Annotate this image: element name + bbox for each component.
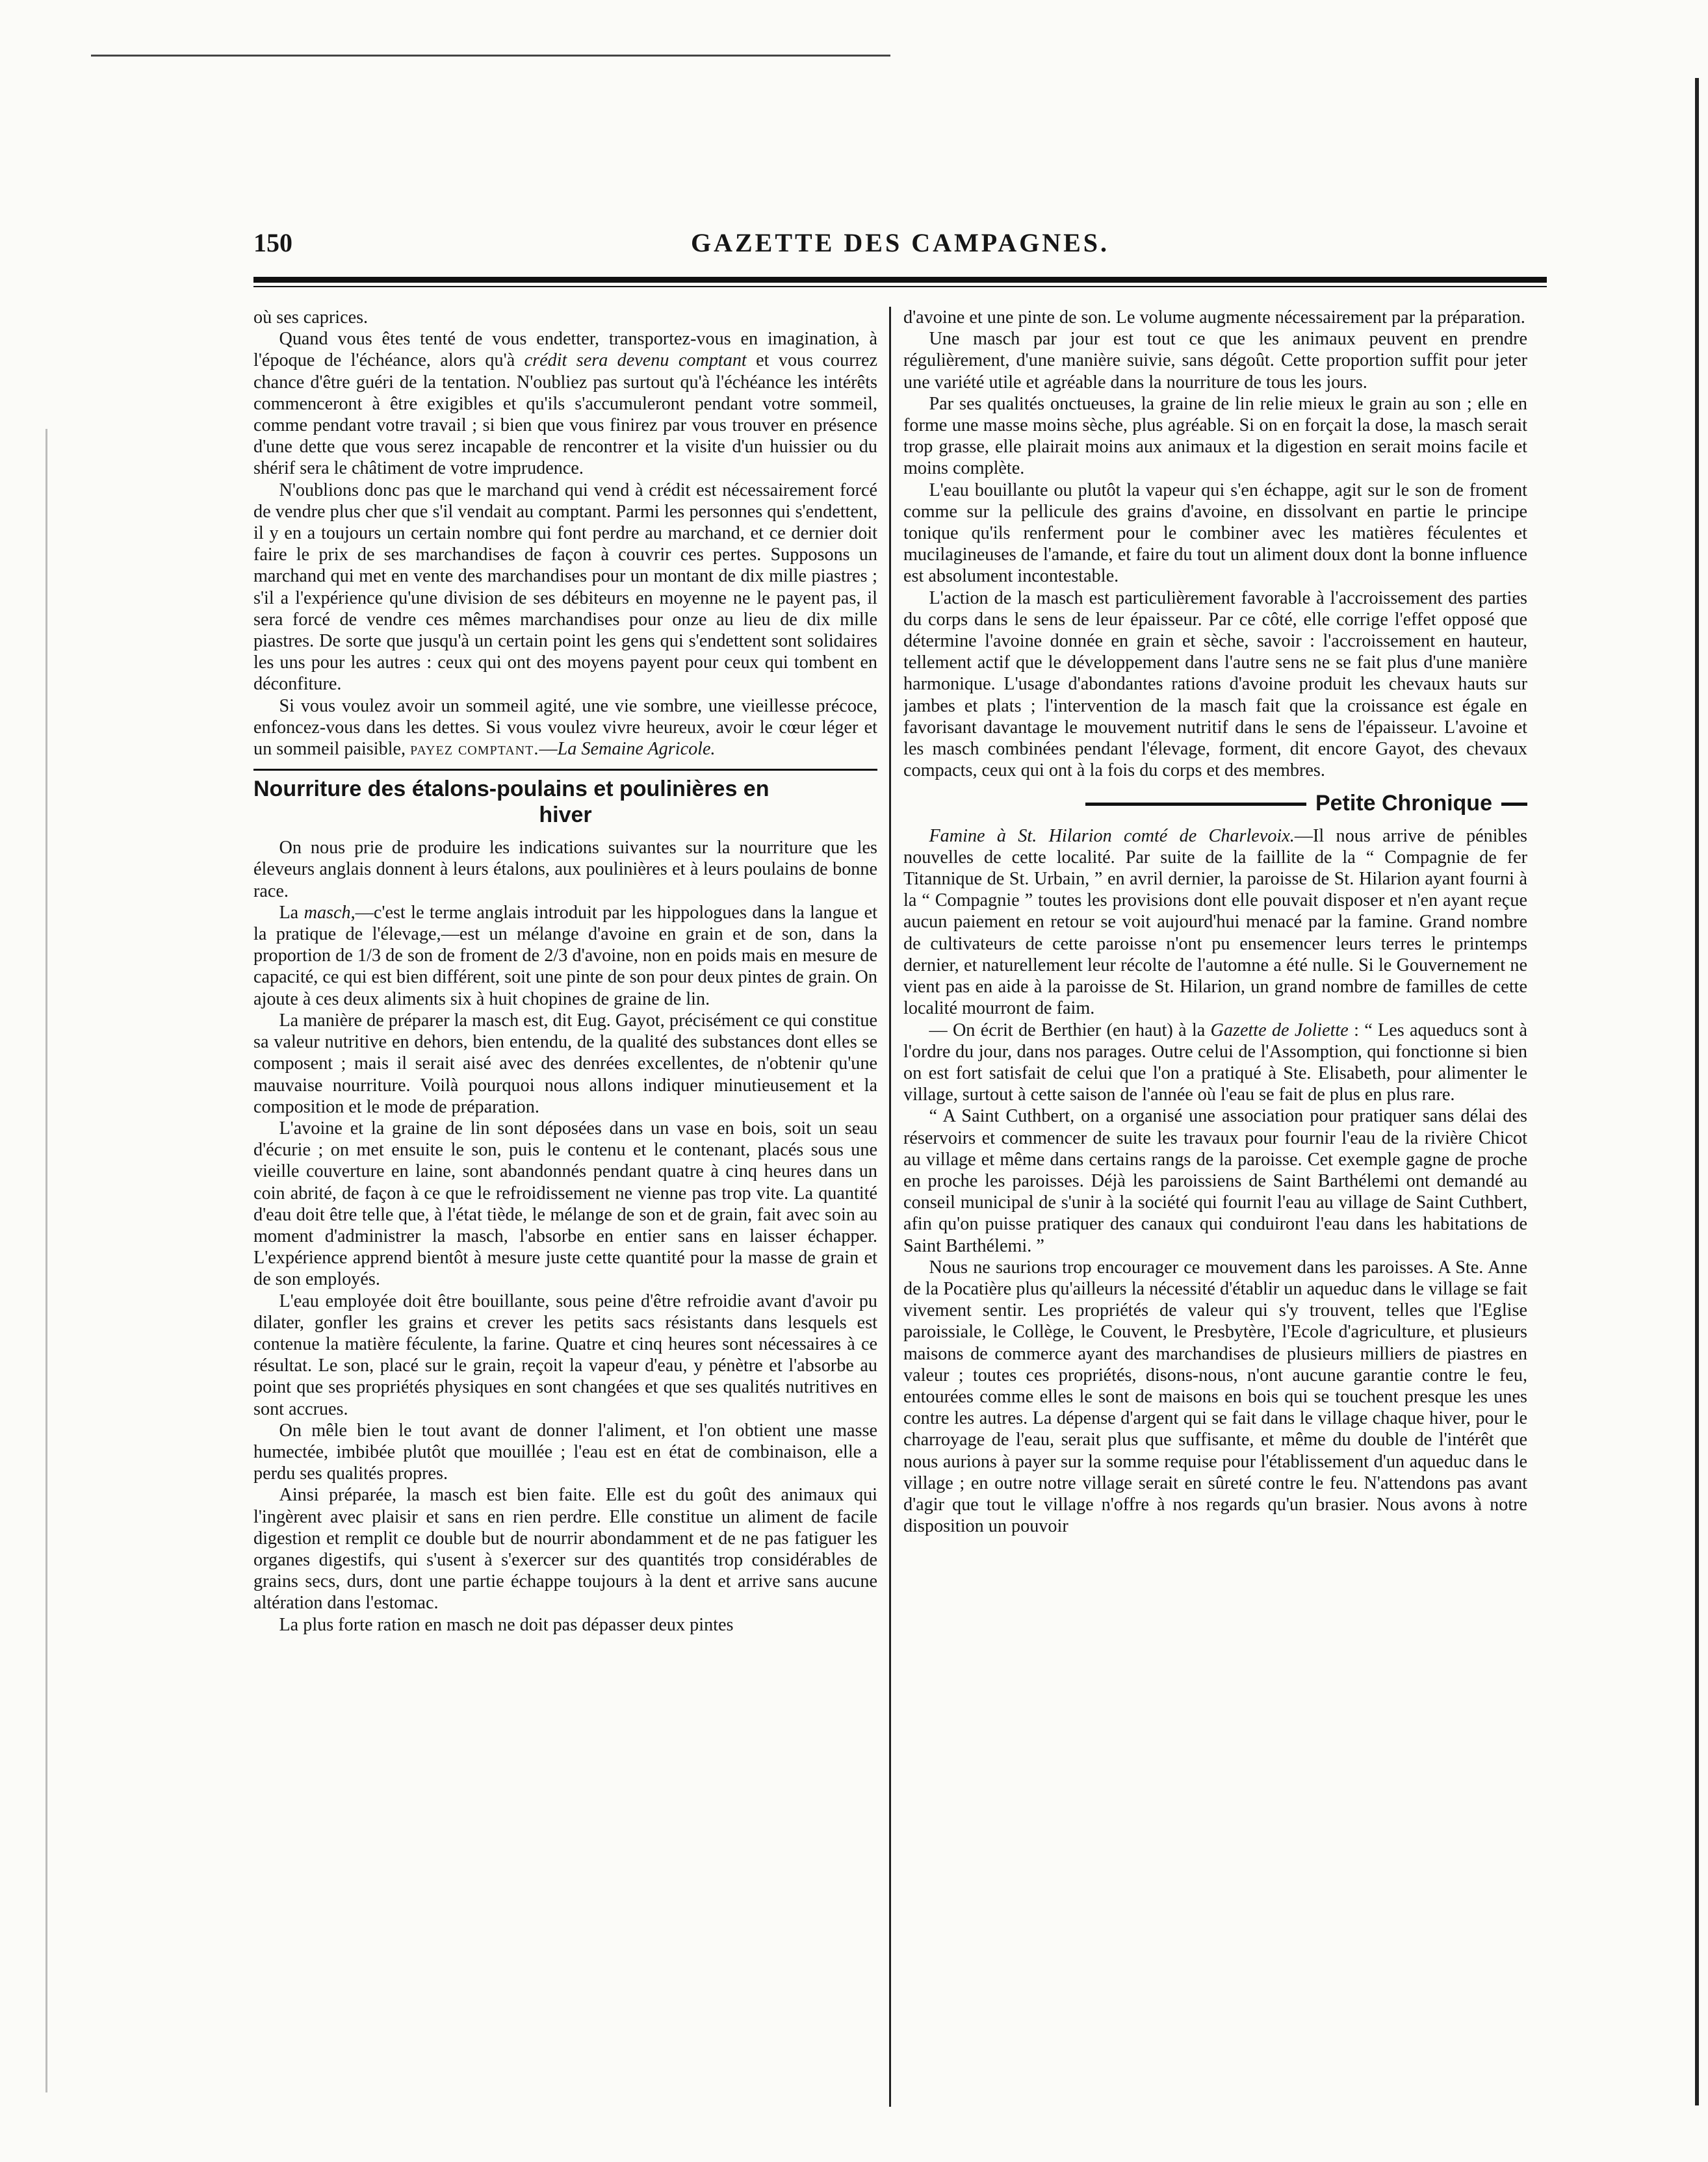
section-title-text: Petite Chronique bbox=[1315, 791, 1492, 816]
top-margin-rule bbox=[91, 55, 890, 57]
running-title: GAZETTE DES CAMPAGNES. bbox=[690, 228, 1109, 257]
section-title-nourriture: Nourriture des étalons-poulains et poulinières en hiver bbox=[253, 769, 877, 828]
article-paragraph: Par ses qualités onctueuses, la graine de lin relie mieux le grain au son ; elle en forme une masse moins sèche, plus agréable. Si on en forçait la dose, la masch serait trop grasse, elle plairait moins aux animaux et la digestion en serait moins facile et moins complète. bbox=[903, 393, 1527, 479]
article-paragraph: La masch,—c'est le terme anglais introduit par les hippologues dans la langue et la pratique de l'élevage,—est un mélange d'avoine en grain et de son, dans la proportion de 1/3 de son de froment de 2/3 d'avoine, non en poids mais en mesure de capacité, ce qui est bien différent, soit une pinte de son pour deux pintes de grain. On ajoute à ces deux aliments six à huit chopines de graine de lin. bbox=[253, 902, 877, 1009]
article-paragraph: N'oublions donc pas que le marchand qui vend à crédit est nécessairement forcé de vendre plus cher que s'il vendait au comptant. Parmi les personnes qui s'endettent, il y en a toujours un certain nombre qui font perdre au marchand, et ce dernier doit faire le prix de ses marchandises de façon à couvrir ces pertes. Supposons un marchand qui met en vente des marchandises pour un montant de dix mille piastres ; s'il a l'expérience qu'une division de ses débiteurs en moyenne ne le payent pas, il sera forcé de vendre ces mêmes marchandises pour onze au lieu de dix mille piastres. De sorte que jusqu'à un certain point les gens qui s'endettent sont solidaires les uns pour les autres : ceux qui ont des moyens payent pour ceux qui tombent en déconfiture. bbox=[253, 480, 877, 695]
article-paragraph: Si vous voulez avoir un sommeil agité, une vie sombre, une vieillesse précoce, enfoncez-vous dans les dettes. Si vous voulez vivre heureux, avoir le cœur léger et un sommeil paisible, payez comptant.—La Semaine Agricole. bbox=[253, 695, 877, 760]
right-column bbox=[903, 307, 1527, 2107]
section-title-petite-chronique bbox=[903, 793, 1527, 814]
newspaper-page bbox=[253, 227, 1547, 2105]
title-rule-left bbox=[1085, 803, 1306, 806]
article-paragraph: La manière de préparer la masch est, dit Eug. Gayot, précisément ce qui constitue sa valeur nutritive en dehors, bien entendu, de la qualité des substances dont elles se composent ; mais il serait aisé avec des denrées excellentes, de n'obtenir qu'une mauvaise nourriture. Voilà pourquoi nous allons indiquer minutieusement et la composition et le mode de préparation. bbox=[253, 1010, 877, 1117]
page-header bbox=[253, 227, 1547, 266]
chronicle-paragraph: Famine à St. Hilarion comté de Charlevoix.—Il nous arrive de pénibles nouvelles de cette localité. Par suite de la faillite de la “ Compagnie de fer Titannique de St. Urbain, ” en avril dernier, la paroisse de St. Hilarion ayant fourni à la “ Compagnie ” toutes les provisions dont elle pouvait disposer et n'en ayant reçue aucun paiement en retour se voit aujourd'hui menacé par la famine. Grand nombre de cultivateurs de cette paroisse n'ont pu ensemencer leurs terres le printemps dernier, et naturellement leur récolte de l'automne a été nulle. Si le Gouvernement ne vient pas en aide à la paroisse de St. Hilarion, un grand nombre de familles de cette localité mourront de faim. bbox=[903, 825, 1527, 1019]
header-rule-thin bbox=[253, 286, 1547, 287]
chronicle-paragraph: Nous ne saurions trop encourager ce mouvement dans les paroisses. A Ste. Anne de la Pocatière plus qu'ailleurs la nécessité d'établir un aqueduc dans le village se fait vivement sentir. Les propriétés de valeur qui s'y trouvent, telles que l'Eglise paroissiale, le Collège, le Couvent, le Presbytère, l'Ecole d'agriculture, et plusieurs maisons de commerce ayant des marchandises de plusieurs milliers de piastres en valeur ; toutes ces propriétés, disons-nous, n'ont aucune garantie contre le feu, entourées comme elles le sont de maisons en bois qui se touchent presque les unes contre les autres. La dépense d'argent qui se fait dans le village chaque hiver, pour le charroyage de l'eau, serait plus que suffisante, et même du double de l'intérêt que nous aurions à payer sur la somme requise pour l'établissement d'un aqueduc dans le village ; en outre notre village serait en sûreté contre le feu. N'attendons pas avant d'agir que tout le village n'offre à nos regards qu'un brasier. Nous avons à notre disposition un pouvoir bbox=[903, 1257, 1527, 1537]
chronicle-paragraph: — On écrit de Berthier (en haut) à la Gazette de Joliette : “ Les aqueducs sont à l'ordre du jour, dans nos parages. Outre celui de l'Assomption, qui fonctionne si bien on est fort satisfait de celui que l'on a pratiqué à Ste. Elisabeth, pour alimenter le village, surtout à cette saison de l'année où l'eau se fait de plus en plus rare. bbox=[903, 1020, 1527, 1105]
article-paragraph: où ses caprices. bbox=[253, 307, 369, 328]
article-paragraph: Une masch par jour est tout ce que les animaux peuvent en prendre régulièrement, d'une manière suivie, sans dégoût. Cette proportion suffit pour jeter une variété utile et agréable dans la nourriture de tous les jours. bbox=[903, 329, 1527, 393]
chronicle-paragraph: “ A Saint Cuthbert, on a organisé une association pour pratiquer sans délai des réservoirs et commencer de suite les travaux pour fournir l'eau de la rivière Chicot au village et même dans certains rangs de la paroisse. Cet exemple gagne de proche en proche les paroisses. Déjà les paroissiens de Saint Barthélemi ont demandé au conseil municipal de s'unir à la société qui fournit l'eau au village de Saint Cuthbert, afin qu'on puisse pratiquer des canaux qui conduiront l'eau dans les habitations de Saint Barthélemi. ” bbox=[903, 1106, 1527, 1256]
article-paragraph: L'action de la masch est particulièrement favorable à l'accroissement des parties du corps dans le sens de leur épaisseur. Par ce côté, elle corrige l'effet opposé que détermine l'avoine donnée en grain et sèche, savoir : l'accroissement en hauteur, tellement actif que le développement dans l'autre sens ne se fait plus d'une manière harmonique. L'usage d'abondantes rations d'avoine produit les chevaux hauts sur jambes et plats ; l'intervention de la masch fait que la croissance est égale en favorisant davantage le mouvement nutritif dans le sens de l'épaisseur. L'avoine et les masch combinées pendant l'élevage, forment, dit encore Gayot, des chevaux compacts, ceux qui ont à la fois du corps et des membres. bbox=[903, 587, 1527, 781]
article-paragraph: Quand vous êtes tenté de vous endetter, transportez-vous en imagination, à l'époque de l'échéance, alors qu'à crédit sera devenu comptant et vous courrez chance d'être guéri de la tentation. N'oubliez pas surtout qu'à l'échéance les intérêts commenceront à être exigibles et qu'ils s'accumuleront pendant votre sommeil, comme pendant votre travail ; si bien que vous finirez par vous trouver en présence d'une dette que vous serez incapable de rencontrer et la visite d'un huissier ou du shérif sera le châtiment de votre imprudence. bbox=[253, 329, 877, 479]
scan-left-edge bbox=[45, 429, 47, 2092]
article-paragraph: L'eau employée doit être bouillante, sous peine d'être refroidie avant d'avoir pu dilater, gonfler les grains et crever les petits sacs résistants dans lesquels est contenue la matière féculente, la farine. Quatre et cinq heures sont nécessaires à ce résultat. Le son, placé sur le grain, reçoit la vapeur d'eau, y pénètre et l'absorbe au point que ses propriétés physiques en sont changées et que ses qualités nutritives en sont accrues. bbox=[253, 1291, 877, 1419]
left-column bbox=[253, 307, 877, 2107]
column-divider bbox=[889, 307, 891, 2107]
title-rule-right bbox=[1501, 803, 1527, 806]
article-paragraph: Ainsi préparée, la masch est bien faite. Elle est du goût des animaux qui l'ingèrent avec plaisir et sans en rien perdre. Elle constitue un aliment de facile digestion et remplit ce double but de nourrir abondamment et de ne pas fatiguer les organes digestifs, qui s'usent à s'exercer sur des quantités trop considérables de grains secs, durs, dont une partie échappe toujours à la dent et arrive sans aucune altération dans l'estomac. bbox=[253, 1485, 877, 1614]
columns bbox=[253, 307, 1547, 2107]
article-paragraph: d'avoine et une pinte de son. Le volume augmente nécessairement par la préparation. bbox=[903, 307, 1525, 328]
article-paragraph: L'avoine et la graine de lin sont déposées dans un vase en bois, soit un seau d'écurie ; on met ensuite le son, puis le contenu et le contenant, placés sous une vieille couverture en laine, sont abandonnés pendant quatre à cinq heures dans un coin abrité, de façon à ce que le refroidissement ne vienne pas trop vite. La quantité d'eau doit être telle que, à l'état tiède, le mélange de son et de grain, fait avec soin au moment d'administrer la masch, l'absorbe en entier sans en laisser échapper. L'expérience apprend bientôt à mesure juste cette quantité pour la masse de grain et de son employés. bbox=[253, 1118, 877, 1290]
header-rule-thick bbox=[253, 277, 1547, 283]
scan-right-edge bbox=[1695, 78, 1699, 2105]
article-paragraph: On mêle bien le tout avant de donner l'aliment, et l'on obtient une masse humectée, imbibée plutôt que mouillée ; l'eau est en état de combinaison, elle a perdu ses qualités propres. bbox=[253, 1420, 877, 1484]
article-paragraph: La plus forte ration en masch ne doit pas dépasser deux pintes bbox=[279, 1614, 734, 1635]
article-paragraph: L'eau bouillante ou plutôt la vapeur qui s'en échappe, agit sur le son de froment comme sur la pellicule des grains d'avoine, en dissolvant en partie le principe tonique qu'ils renferment pour le combiner avec les matières féculentes et mucilagineuses de l'amande, et faire du tout un aliment doux dont la bonne influence est absolument incontestable. bbox=[903, 480, 1527, 587]
page-number: 150 bbox=[253, 228, 292, 257]
article-paragraph: On nous prie de produire les indications suivantes sur la nourriture que les éleveurs anglais donnent à leurs étalons, aux poulinières et à leurs poulains de bonne race. bbox=[253, 838, 877, 901]
